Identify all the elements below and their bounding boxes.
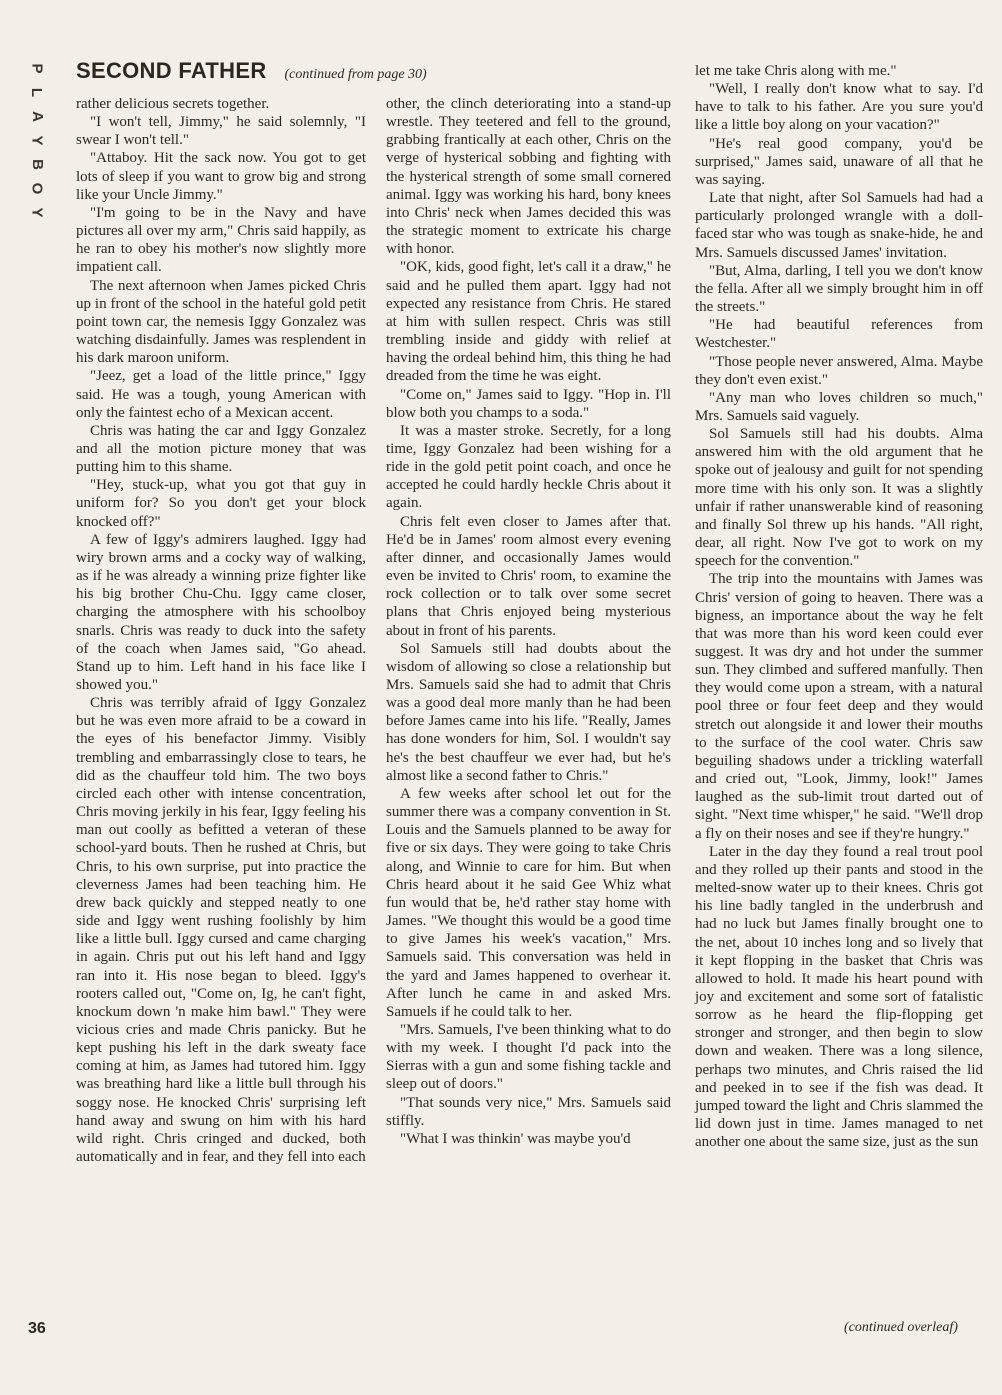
paragraph: "Any man who loves children so much," Mrs. Samuels said vaguely. [695,389,983,424]
logo-letter: B [28,159,46,170]
paragraph: Chris was hating the car and Iggy Gonzalez and all the motion picture money that was putting him to this shame. [76,422,366,476]
text-column-1 [76,95,366,1166]
paragraph: The next afternoon when James picked Chris up in front of the school in the hateful gold petit point town car, the nemesis Iggy Gonzalez was watching disdainfully. James was resplendent in his dark maroon uniform. [76,277,366,367]
paragraph: A few weeks after school let out for the summer there was a company convention in St. Louis and the Samuels planned to be away for five or six days. They were going to take Chris along, and Winnie to care for him. But when Chris heard about it he said Gee Whiz what fun would that be, he'd rather stay home with James. "We thought this would be a good time to give James his week's vacation," Mrs. Samuels said. This conversation was held in the yard and James happened to overhear it. After lunch he came in and asked Mrs. Samuels if he could talk to her. [386,785,671,1020]
paragraph: A few of Iggy's admirers laughed. Iggy had wiry brown arms and a cocky way of walking, as if he was already a winning prize fighter like his big brother Chu-Chu. Iggy came closer, charging the atmosphere with his schoolboy snarls. Chris was ready to duck into the safety of the coach when James said, "Go ahead. Stand up to him. Left hand in his face like I showed you." [76,531,366,693]
logo-letter: P [28,63,46,74]
paragraph: Sol Samuels still had his doubts. Alma answered him with the old argument that he spoke out of jealousy and guilt for not spending more time with his only son. It was a slightly unfair if rather unanswerable kind of reasoning and finally Sol threw up his hands. "All right, dear, all right. Now I've got to work on my speech for the convention." [695,426,983,570]
paragraph: It was a master stroke. Secretly, for a long time, Iggy Gonzalez had been wishing for a ride in the gold petit point coach, and once he accepted he could hardly heckle Chris about it again. [386,422,671,512]
continued-overleaf-note: (continued overleaf) [844,1320,958,1335]
paragraph: Late that night, after Sol Samuels had had a particularly prolonged wrangle with a doll-faced star who was tough as snake-hide, he and Mrs. Samuels discussed James' invitation. [695,190,983,261]
article-title: SECOND FATHER [76,58,267,83]
paragraph: "Come on," James said to Iggy. "Hop in. I'll blow both you champs to a soda." [386,386,671,421]
paragraph: other, the clinch deteriorating into a stand-up wrestle. They teetered and fell to the ground, grabbing frantically at each other, Chris on the verge of hysterical sobbing and fighting with the hysterical strength of some small cornered animal. Iggy was working his hard, bony knees into Chris' neck when James decided this was the strategic moment to extricate his charge with honor. [386,96,671,258]
continued-from-note: (continued from page 30) [284,67,427,82]
logo-letter: Y [28,135,46,146]
paragraph: Chris felt even closer to James after that. He'd be in James' room almost every evening after dinner, and occasionally James would even be invited to Chris' room, to examine the rock collection or to talk over some secret plans that Chris enjoyed being mysterious about in front of his parents. [386,513,671,639]
article-header [76,58,427,84]
paragraph: "Well, I really don't know what to say. I'd have to talk to his father. Are you sure you'd like a little boy along on your vacation?" [695,81,983,134]
paragraph: "Jeez, get a load of the little prince," Iggy said. He was a tough, young American with only the faintest echo of a Mexican accent. [76,368,366,421]
paragraph: "Attaboy. Hit the sack now. You got to get lots of sleep if you want to grow big and strong like your Uncle Jimmy." [76,150,366,203]
text-column-3 [695,62,983,1151]
paragraph: "I'm going to be in the Navy and have pictures all over my arm," Chris said happily, as he ran to obey his mother's now slightly more impatient call. [76,204,366,276]
text-column-2 [386,95,671,1148]
magazine-vertical-logo [26,60,48,260]
logo-letter: L [28,87,46,98]
paragraph: "Mrs. Samuels, I've been thinking what to do with my week. I thought I'd pack into the Sierras with a gun and some fishing tackle and sleep out of doors." [386,1021,671,1093]
logo-letter: A [28,111,46,122]
paragraph: "That sounds very nice," Mrs. Samuels said stiffly. [386,1094,671,1129]
paragraph: Sol Samuels still had doubts about the wisdom of allowing so close a relationship but Mrs. Samuels said she had to admit that Chris was a good deal more manly than he had been before James came into his life. "Really, James has done wonders for him, Sol. I wouldn't say he's the best chauffeur we ever had, but he's almost like a second father to Chris." [386,640,671,784]
paragraph: Chris was terribly afraid of Iggy Gonzalez but he was even more afraid to be a coward in the eyes of his benefactor Jimmy. Visibly trembling and embarrassingly close to tears, he did as the chauffeur told him. The two boys circled each other with intense concentration, Chris moving jerkily in his fear, Iggy feeling his man out coolly as befitted a veteran of these school-yard bouts. Then he rushed at Chris, but Chris, to his own surprise, put into practice the cleverness James had been teaching him. He drew back quickly and stepped neatly to one side and Iggy went rushing foolishly by him like a little bull. Iggy cursed and came charging in again. Chris put out his left hand and Iggy ran into it. His nose began to bleed. Iggy's rooters called out, "Come on, Ig, he can't fight, knockum down 'n make him bawl." They were vicious cries and made Chris panicky. But he kept pushing his left in the dark sweaty face coming at him, as James had tutored him. Iggy was breathing hard like a little bull through his soggy nose. He knocked Chris' surprising left hand away and swung on him with his hard wild right. Chris cringed and ducked, both automatically and in fear, and they fell into each [76,695,366,1166]
paragraph: "What I was thinkin' was maybe you'd [400,1130,631,1147]
paragraph: "He's real good company, you'd be surprised," James said, unaware of all that he was saying. [695,135,983,188]
page-number: 36 [28,1320,46,1337]
paragraph: "I won't tell, Jimmy," he said solemnly, "I swear I won't tell." [76,114,366,149]
paragraph: "Hey, stuck-up, what you got that guy in uniform for? So you don't get your block knocked off?" [76,477,366,530]
paragraph: "He had beautiful references from Westchester." [695,317,983,352]
paragraph: "Those people never answered, Alma. Maybe they don't even exist." [695,353,983,388]
paragraph: Later in the day they found a real trout pool and they rolled up their pants and stood in the melted-snow water up to their knees. Chris got his line badly tangled in the underbrush and had no luck but James finally brought one to the net, about 10 inches long and so lively that it kept flopping in the basket that Chris was allowed to hold. It made his heart pound with joy and excitement and some sort of fatalistic sorrow as he heard the flip-flopping get stronger and stronger, and then begin to slow down and weaken. There was a long silence, perhaps two minutes, and Chris raised the lid and peeked in to see if the fish was dead. It jumped toward the light and Chris slammed the lid down just in time. James managed to net another one about the same size, just as the sun [695,843,983,1151]
paragraph: "OK, kids, good fight, let's call it a draw," he said and he pulled them apart. Iggy had not expected any resistance from Chris. He stared at him with sullen respect. Chris was still trembling inside and giddy with relief at having the ordeal behind him, this thing he had dreaded from the time he was eight. [386,259,671,385]
paragraph: "But, Alma, darling, I tell you we don't know the fella. After all we simply brought him in off the streets." [695,262,983,316]
paragraph: The trip into the mountains with James was Chris' version of going to heaven. There was a bigness, an importance about the way he felt that was more than his word keen could ever suggest. It was dry and hot under the summer sun. They climbed and suffered manfully. Then they would come upon a stream, with a natural pool three or four feet deep and they would stretch out alongside it and lower their mouths to the surface of the cool water. Chris saw beguiling shadows under a trickling waterfall and cried out, "Look, Jimmy, look!" James laughed as the sub-limit trout darted out of sight. "Next time whisper," he said. "We'll drop a fly on their noses and see if they're hungry." [695,571,983,842]
paragraph: rather delicious secrets together. [76,96,270,112]
paragraph: let me take Chris along with me." [695,63,897,79]
logo-letter: Y [28,207,46,218]
logo-letter: O [28,182,46,195]
